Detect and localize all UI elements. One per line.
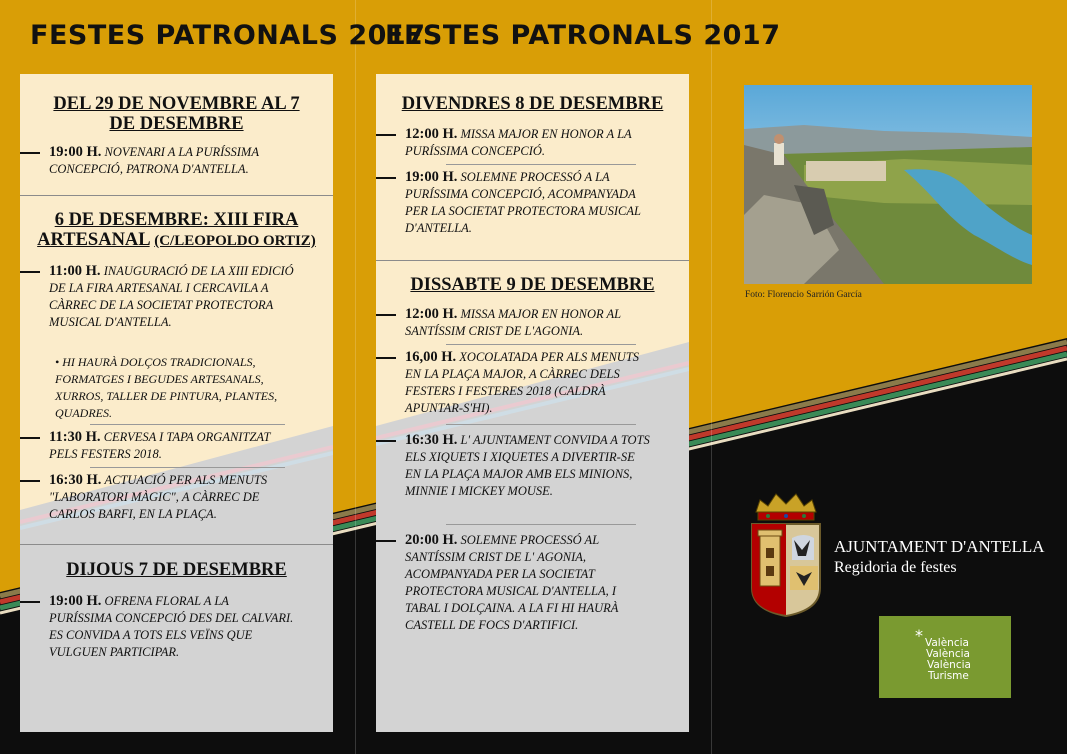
section-divider: [376, 260, 689, 261]
vt-line: València: [925, 637, 969, 649]
event-entry: 20:00 H. SOLEMNE PROCESSÓ AL SANTÍSSIM CRIST DE L' AGONIA, ACOMPANYADA PER LA SOCIETAT PROTECTORA MUSICAL D'ANTELLA, I TABAL I DOLÇAINA. A LA FI HI HAURÀ CASTELL DE FOCS D'ARTIFICI.: [405, 532, 619, 632]
event-entry: 16:30 H. L' AJUNTAMENT CONVIDA A TOTS ELS XIQUETS I XIQUETES A DIVERTIR-SE EN LA PLAÇA MAJOR AMB ELS MINIONS, MINNIE I MICKEY MOUSE.: [405, 432, 650, 498]
vt-line: València: [927, 659, 971, 671]
entry-dash: [376, 314, 396, 316]
coat-of-arms-logo: [746, 490, 826, 618]
entry-dash: [20, 480, 40, 482]
event-entry: 12:00 H. MISSA MAJOR EN HONOR A LA PURÍSSIMA CONCEPCIÓ.: [405, 126, 632, 158]
entry-dash: [20, 437, 40, 439]
entry-dash: [376, 134, 396, 136]
event-entry: 16,00 H. XOCOLATADA PER ALS MENUTS EN LA PLAÇA MAJOR, A CÀRREC DELS FESTERS I FESTERES 2018 (CALDRÀ APUNTAR-S'HI).: [405, 349, 640, 415]
section-heading: 6 DE DESEMBRE: XIII FIRA ARTESANAL (C/LEOPOLDO ORTIZ): [37, 210, 316, 250]
event-entry: 11:00 H. INAUGURACIÓ DE LA XIII EDICIÓ DE LA FIRA ARTESANAL I CERCAVILA A CÀRREC DE LA SOCIETAT PROTECTORA MUSICAL D'ANTELLA.: [49, 263, 294, 329]
fold-line: [355, 0, 356, 754]
entry-dash: [376, 540, 396, 542]
section-heading: DIJOUS 7 DE DESEMBRE: [66, 560, 287, 580]
landscape-photo: [744, 85, 1032, 284]
vt-line: València: [926, 648, 970, 660]
entry-dash: [20, 271, 40, 273]
bullet-note: • HI HAURÀ DOLÇOS TRADICIONALS, FORMATGES I BEGUDES ARTESANALS, XURROS, TALLER DE PINTURA, PLANTES, QUADRES.: [55, 355, 278, 420]
regidoria-name: Regidoria de festes: [834, 559, 957, 576]
program-panel-middle: [376, 74, 689, 732]
event-entry: 19:00 H. NOVENARI A LA PURÍSSIMA CONCEPCIÓ, PATRONA D'ANTELLA.: [49, 144, 259, 176]
panel-title: FESTES PATRONALS 2017: [30, 20, 426, 51]
entry-dash: [20, 601, 40, 603]
section-divider: [20, 544, 333, 545]
event-entry: 11:30 H. CERVESA I TAPA ORGANITZAT PELS FESTERS 2018.: [49, 429, 271, 461]
entry-divider: [446, 164, 636, 165]
entry-divider: [446, 524, 636, 525]
event-entry: 16:30 H. ACTUACIÓ PER ALS MENUTS "LABORATORI MÀGIC", A CÀRREC DE CARLOS BARFI, EN LA PLAÇA.: [49, 472, 268, 521]
event-entry: 19:00 H. OFRENA FLORAL A LA PURÍSSIMA CONCEPCIÓ DES DEL CALVARI. ES CONVIDA A TOTS ELS VEÏNS QUE VULGUEN PARTICIPAR.: [49, 593, 294, 659]
section-heading: DEL 29 DE NOVEMBRE AL 7 DE DESEMBRE: [53, 94, 300, 134]
entry-dash: [376, 357, 396, 359]
section-heading: DIVENDRES 8 DE DESEMBRE: [401, 94, 664, 114]
fold-line: [711, 0, 712, 754]
vt-line: Turisme: [928, 670, 969, 682]
entry-divider: [446, 424, 636, 425]
entry-divider: [446, 344, 636, 345]
entry-dash: [20, 152, 40, 154]
entry-dash: [376, 177, 396, 179]
panel-title: FESTES PATRONALS 2017: [385, 20, 781, 51]
ajuntament-block: [834, 536, 1045, 578]
entry-divider: [90, 424, 285, 425]
valencia-turisme-logo: [879, 616, 1011, 698]
event-entry: 19:00 H. SOLEMNE PROCESSÓ A LA PURÍSSIMA CONCEPCIÓ, ACOMPANYADA PER LA SOCIETAT PROTECTORA MUSICAL D'ANTELLA.: [405, 169, 641, 235]
ajuntament-name: AJUNTAMENT D'ANTELLA: [834, 537, 1045, 556]
photo-caption: Foto: Florencio Sarrión García: [745, 290, 862, 300]
section-divider: [20, 195, 333, 196]
entry-dash: [376, 440, 396, 442]
section-heading: DISSABTE 9 DE DESEMBRE: [410, 275, 655, 295]
program-panel-left: [20, 74, 333, 732]
entry-divider: [90, 467, 285, 468]
event-entry: 12:00 H. MISSA MAJOR EN HONOR AL SANTÍSSIM CRIST DE L'AGONIA.: [405, 306, 621, 338]
star-icon: *: [915, 626, 923, 645]
